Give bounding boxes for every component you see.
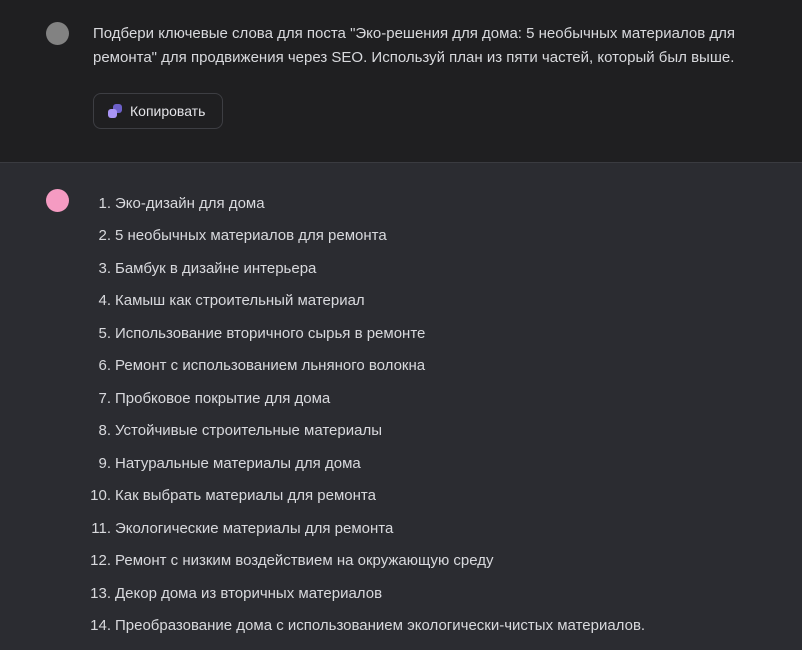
list-item-number: 12. [90, 552, 111, 570]
list-item [80, 220, 645, 253]
list-item-number: 6. [98, 357, 111, 375]
list-item-number: 14. [90, 617, 111, 635]
list-item-number: 5. [98, 324, 111, 342]
list-item [80, 415, 645, 448]
list-item [80, 350, 645, 383]
list-item [80, 252, 645, 285]
list-item [80, 610, 645, 643]
assistant-message [0, 163, 802, 650]
list-item-text: Камыш как строительный материал [115, 292, 365, 310]
list-item-text: Как выбрать материалы для ремонта [115, 487, 376, 505]
list-item-number: 8. [98, 422, 111, 440]
list-item-number: 4. [98, 292, 111, 310]
list-item-number: 1. [98, 194, 111, 212]
user-message-text: Подбери ключевые слова для поста "Эко-решения для дома: 5 необычных материалов для ремонта" для продвижения через SEO. Используй план из пяти частей, который был выше. [93, 25, 735, 66]
assistant-avatar [46, 189, 69, 212]
copy-button[interactable] [93, 93, 223, 129]
list-item-text: Ремонт с низким воздействием на окружающую среду [115, 552, 494, 570]
keyword-list [80, 187, 645, 642]
list-item [80, 382, 645, 415]
list-item [80, 285, 645, 318]
list-item-number: 13. [90, 584, 111, 602]
list-item [80, 187, 645, 220]
list-item [80, 317, 645, 350]
list-item-text: 5 необычных материалов для ремонта [115, 227, 387, 245]
list-item [80, 512, 645, 545]
list-item-number: 2. [98, 227, 111, 245]
list-item-text: Использование вторичного сырья в ремонте [115, 324, 426, 342]
list-item-text: Пробковое покрытие для дома [115, 389, 331, 407]
list-item [80, 545, 645, 578]
list-item-text: Натуральные материалы для дома [115, 454, 361, 472]
user-message [0, 0, 802, 163]
list-item [80, 447, 645, 480]
list-item [80, 480, 645, 513]
list-item-text: Эко-дизайн для дома [115, 194, 265, 212]
list-item [80, 577, 645, 610]
list-item-text: Устойчивые строительные материалы [115, 422, 382, 440]
list-item-text: Декор дома из вторичных материалов [115, 584, 383, 602]
list-item-number: 10. [90, 487, 111, 505]
list-item-text: Экологические материалы для ремонта [115, 519, 394, 537]
user-avatar [46, 22, 69, 45]
list-item-text: Ремонт с использованием льняного волокна [115, 357, 426, 375]
copy-label: Копировать [130, 103, 206, 119]
list-item-text: Бамбук в дизайне интерьера [115, 259, 317, 277]
list-item-number: 9. [98, 454, 111, 472]
list-item-number: 3. [98, 259, 111, 277]
copy-icon [108, 104, 122, 118]
list-item-number: 7. [98, 389, 111, 407]
list-item-number: 11. [91, 519, 111, 537]
list-item-text: Преобразование дома с использованием экологически-чистых материалов. [115, 617, 646, 635]
